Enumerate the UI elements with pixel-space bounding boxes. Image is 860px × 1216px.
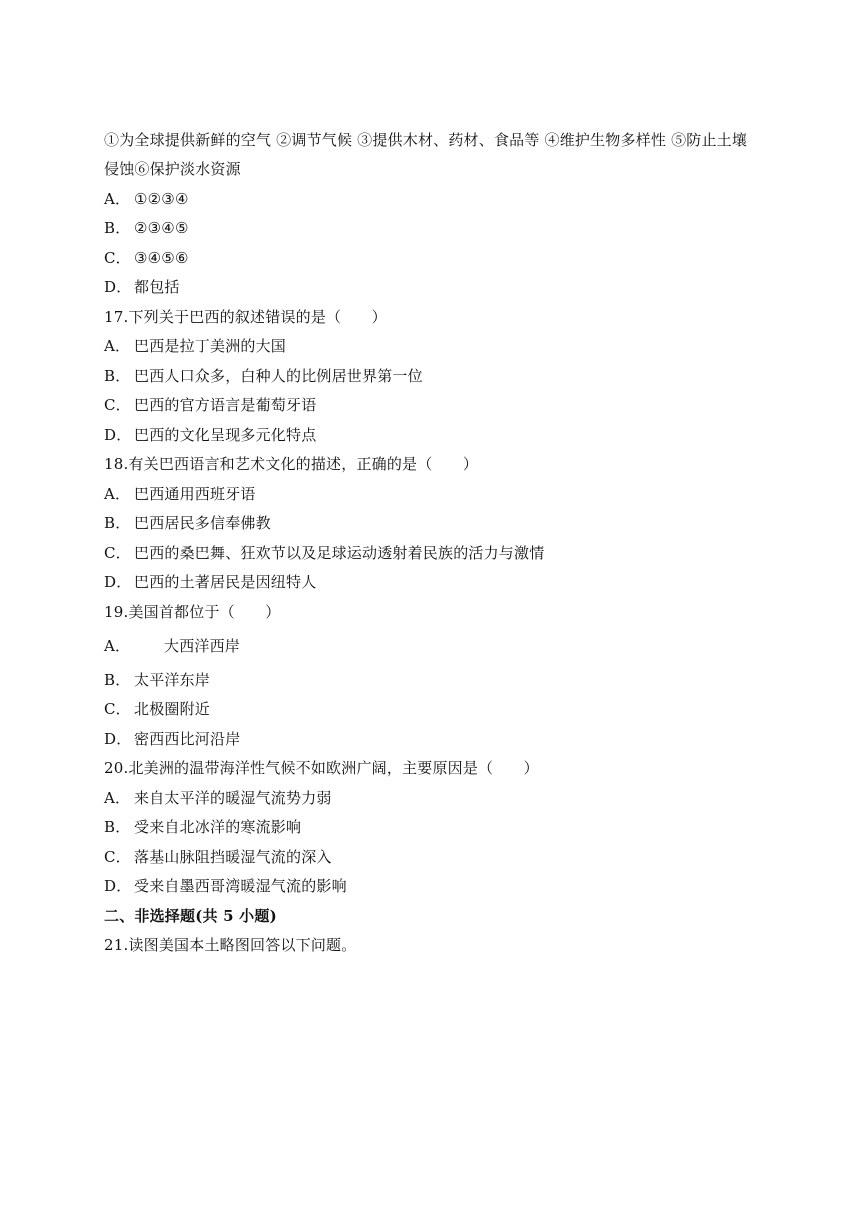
question-18-option-c [104, 543, 544, 563]
section-heading: 二、非选择题(共 5 小题) [104, 907, 277, 925]
question-19-stem: 19.美国首都位于（ ） [104, 603, 281, 621]
option-text: 巴西居民多信奉佛教 [134, 514, 271, 532]
question-20-stem: 20.北美洲的温带海洋性气候不如欧洲广阔，主要原因是（ ） [104, 759, 539, 777]
option-text: 巴西是拉丁美洲的大国 [134, 337, 287, 355]
option-text: 巴西的文化呈现多元化特点 [134, 426, 317, 444]
question-19-option-d [104, 729, 240, 749]
option-label: D． [104, 278, 132, 296]
option-text: 受来自北冰洋的寒流影响 [134, 818, 302, 836]
question-18-option-b [104, 513, 271, 533]
question-16-option-c [104, 248, 189, 268]
question-16-option-b [104, 218, 189, 238]
question-16-option-a [104, 189, 189, 209]
question-17-option-b [104, 366, 423, 386]
option-label: D． [104, 426, 132, 444]
option-text: 都包括 [134, 278, 180, 296]
option-label: D． [104, 573, 132, 591]
option-label: C． [104, 249, 131, 267]
question-18-stem: 18.有关巴西语言和艺术文化的描述，正确的是（ ） [104, 455, 479, 473]
option-text: 巴西的官方语言是葡萄牙语 [134, 396, 317, 414]
question-18-option-d [104, 572, 316, 592]
question-21-stem: 21.读图美国本土略图回答以下问题。 [104, 936, 357, 954]
question-20-option-d [104, 876, 347, 896]
question-18-option-a [104, 484, 256, 504]
option-label: A． [104, 637, 131, 655]
option-text: ②③④⑤ [134, 219, 189, 237]
option-text: 巴西的土著居民是因纽特人 [134, 573, 317, 591]
question-17-option-a [104, 336, 286, 356]
option-label: C． [104, 848, 131, 866]
option-text: 巴西人口众多，白种人的比例居世界第一位 [134, 367, 423, 385]
option-text: 密西西比河沿岸 [134, 730, 241, 748]
option-label: A． [104, 789, 131, 807]
option-label: B． [104, 514, 131, 532]
question-17-option-d [104, 425, 316, 445]
option-label: C． [104, 700, 131, 718]
option-label: A． [104, 485, 131, 503]
option-label: D． [104, 730, 132, 748]
option-label: C． [104, 544, 131, 562]
question-17-stem: 17.下列关于巴西的叙述错误的是（ ） [104, 308, 387, 326]
option-label: A． [104, 337, 131, 355]
question-19-option-c [104, 699, 210, 719]
question-16-statements-line-2: 侵蚀⑥保护淡水资源 [104, 160, 241, 178]
option-label: B． [104, 367, 131, 385]
option-label: B． [104, 219, 131, 237]
option-text: 北极圈附近 [134, 700, 211, 718]
option-text: 巴西的桑巴舞、狂欢节以及足球运动透射着民族的活力与激情 [134, 544, 545, 562]
option-text: 太平洋东岸 [134, 671, 211, 689]
option-text: 大西洋西岸 [164, 637, 241, 655]
question-19-option-b [104, 670, 210, 690]
question-20-option-c [104, 847, 332, 867]
option-text: 巴西通用西班牙语 [134, 485, 256, 503]
question-16-statements-line-1: ①为全球提供新鲜的空气 ②调节气候 ③提供木材、药材、食品等 ④维护生物多样性 ⑤防止土壤 [104, 131, 748, 149]
option-text: 受来自墨西哥湾暖湿气流的影响 [134, 877, 347, 895]
option-label: C． [104, 396, 131, 414]
question-20-option-b [104, 817, 301, 837]
option-label: A． [104, 190, 131, 208]
question-19-option-a [104, 636, 240, 656]
option-text: 落基山脉阻挡暖湿气流的深入 [134, 848, 332, 866]
option-label: B． [104, 671, 131, 689]
option-label: B． [104, 818, 131, 836]
question-16-option-d [104, 277, 180, 297]
question-17-option-c [104, 395, 316, 415]
option-text: ①②③④ [134, 190, 189, 208]
question-20-option-a [104, 788, 332, 808]
option-text: 来自太平洋的暖湿气流势力弱 [134, 789, 332, 807]
option-text: ③④⑤⑥ [134, 249, 189, 267]
option-label: D． [104, 877, 132, 895]
